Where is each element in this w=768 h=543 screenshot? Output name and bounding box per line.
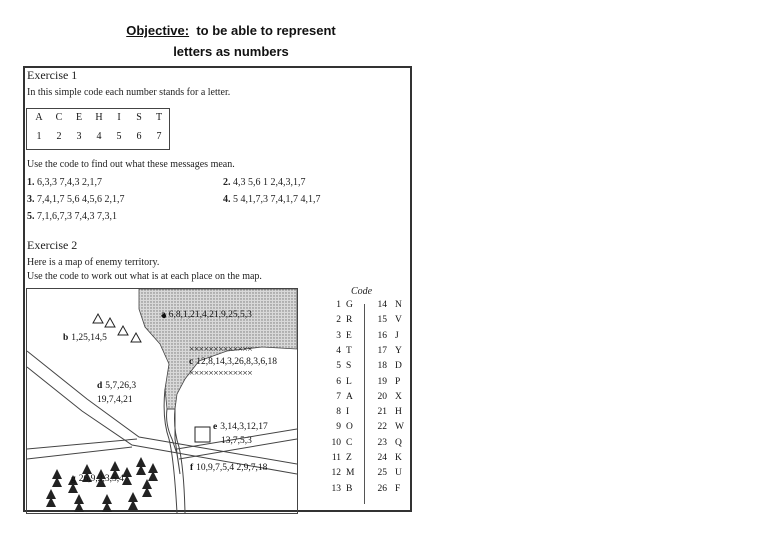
code-letter: E — [346, 330, 352, 341]
exercise2-intro-line2: Use the code to work out what is at each place on the map. — [27, 271, 262, 282]
code-number: 4 — [336, 345, 341, 356]
code-number: 2 — [56, 131, 62, 142]
exercise2-intro-line1: Here is a map of enemy territory. — [27, 257, 160, 268]
code-number: 3 — [336, 330, 341, 341]
code-table-row — [325, 377, 410, 392]
exercise1-instruction: Use the code to find out what these messages mean. — [27, 159, 235, 170]
code-letter: C — [346, 437, 353, 448]
road-upper — [27, 351, 297, 464]
code-letter: U — [395, 468, 402, 479]
code-number: 8 — [336, 407, 341, 418]
map-crosses-bottom: ××××××××××××× — [189, 369, 253, 379]
forest-icons — [46, 457, 158, 512]
code-table-row — [325, 300, 410, 315]
exercise2-title: Exercise 2 — [27, 238, 78, 252]
map-code: 12,8,14,3,26,8,3,6,18 — [196, 357, 277, 367]
code-table-row — [325, 453, 410, 468]
code-number: 7 — [336, 391, 341, 402]
code-table-row — [325, 468, 410, 483]
message-text: 6,3,3 7,4,3 2,1,7 — [37, 177, 102, 188]
code-letter: H — [95, 112, 103, 123]
code-letter: P — [395, 376, 401, 387]
code-letter: L — [346, 376, 352, 387]
map-label-f — [190, 463, 267, 473]
code-number: 12 — [331, 468, 341, 479]
code-table-title: Code — [351, 286, 373, 297]
code-letter: R — [346, 315, 353, 326]
code-letter: N — [395, 300, 402, 310]
code-number: 21 — [377, 407, 387, 418]
code-number: 16 — [377, 330, 387, 341]
code-table-row — [325, 346, 410, 361]
code-letter: H — [395, 407, 402, 418]
code-number: 2 — [336, 315, 341, 326]
code-table-row — [325, 315, 410, 330]
map-code: 10,9,7,5,4 2,9,7,18 — [196, 463, 268, 473]
code-letter: D — [395, 361, 402, 372]
code-number: 9 — [336, 422, 341, 433]
map-drawing — [27, 289, 297, 513]
code-number: 7 — [156, 131, 162, 142]
code-number: 15 — [377, 315, 387, 326]
code-table-row — [325, 422, 410, 437]
map-key: d — [97, 381, 103, 391]
message-number: 2. — [223, 177, 231, 188]
code-letter: M — [346, 468, 355, 479]
code-table-row — [325, 438, 410, 453]
message-5 — [27, 211, 117, 222]
code-letter: B — [346, 483, 353, 494]
code-letter: Y — [395, 345, 402, 356]
map-key: b — [63, 333, 69, 343]
message-2 — [223, 177, 306, 188]
code-letter: S — [346, 361, 352, 372]
map-key: g — [71, 474, 76, 484]
message-text: 7,1,6,7,3 7,4,3 7,3,1 — [37, 211, 117, 222]
map-code: 1,25,14,5 — [71, 333, 107, 343]
message-text: 4,3 5,6 1 2,4,3,1,7 — [233, 177, 306, 188]
map-label-g — [71, 474, 124, 484]
code-table-row — [325, 407, 410, 422]
map-label-e — [213, 422, 268, 432]
code-number: 23 — [377, 437, 387, 448]
code-letter: C — [55, 112, 63, 123]
code-number: 5 — [336, 361, 341, 372]
code-letter: J — [395, 330, 399, 341]
message-text: 7,4,1,7 5,6 4,5,6 2,1,7 — [37, 194, 125, 205]
code-letter: W — [395, 422, 404, 433]
message-number: 1. — [27, 177, 35, 188]
code-number: 19 — [377, 376, 387, 387]
code-letter: X — [395, 391, 402, 402]
code-letter: Z — [346, 453, 352, 463]
enemy-territory-map — [26, 288, 298, 514]
map-label-c — [189, 357, 277, 367]
objective-line1: to be able to represent — [196, 23, 336, 38]
code-letter: V — [395, 315, 402, 326]
code-number: 22 — [377, 422, 387, 433]
map-label-d — [97, 381, 136, 391]
map-crosses-top: ××××××××××××× — [189, 345, 253, 355]
code-letter: G — [346, 300, 353, 310]
map-code: 26,9,2,3,5,4 — [78, 474, 124, 484]
message-1 — [27, 177, 102, 188]
code-letter: T — [155, 112, 163, 123]
code-number: 26 — [377, 483, 387, 494]
code-number: 11 — [331, 453, 341, 463]
message-number: 5. — [27, 211, 35, 222]
message-number: 3. — [27, 194, 35, 205]
code-number: 1 — [336, 300, 341, 310]
map-label-e-line2: 13,7,5,3 — [221, 436, 252, 446]
code-number: 4 — [96, 131, 102, 142]
code-letter: I — [346, 407, 350, 418]
code-table-row — [325, 484, 410, 499]
code-table-row — [325, 392, 410, 407]
map-label-a — [161, 310, 252, 320]
code-letter: A — [346, 391, 353, 402]
code-table-row — [325, 331, 410, 346]
code-number: 13 — [331, 483, 341, 494]
code-number: 3 — [76, 131, 82, 142]
code-table-row — [325, 361, 410, 376]
letter-code-box — [26, 108, 170, 150]
code-letter: Q — [395, 437, 402, 448]
code-letter: S — [136, 112, 142, 123]
objective-heading — [100, 20, 362, 62]
message-3 — [27, 194, 125, 205]
building-icon — [195, 427, 210, 442]
map-key: e — [213, 422, 218, 432]
code-letter: F — [395, 483, 401, 494]
code-number: 17 — [377, 345, 387, 356]
objective-label: Objective: — [126, 23, 190, 38]
code-number: 20 — [377, 391, 387, 402]
code-number: 5 — [116, 131, 122, 142]
message-4 — [223, 194, 321, 205]
code-number: 6 — [336, 376, 341, 387]
objective-line2: letters as numbers — [173, 44, 289, 59]
code-letter: A — [35, 112, 43, 123]
code-number: 10 — [331, 437, 341, 448]
map-key: c — [189, 357, 194, 367]
code-letter: E — [75, 112, 83, 123]
message-text: 5 4,1,7,3 7,4,1,7 4,1,7 — [233, 194, 321, 205]
map-code: 6,8,1,21,4,21,9,25,5,3 — [168, 310, 252, 320]
code-number: 1 — [36, 131, 42, 142]
road-lower-left — [27, 439, 137, 459]
map-code: 3,14,3,12,17 — [220, 422, 268, 432]
map-key: a — [161, 310, 166, 320]
map-label-d-line2: 19,7,4,21 — [97, 395, 133, 405]
code-letter: O — [346, 422, 353, 433]
code-number: 25 — [377, 468, 387, 479]
code-letter: K — [395, 453, 402, 463]
map-key: f — [190, 463, 194, 473]
code-number: 14 — [377, 300, 387, 310]
code-number: 18 — [377, 361, 387, 372]
exercise1-intro: In this simple code each number stands for a letter. — [27, 87, 231, 98]
worksheet-image — [23, 66, 412, 512]
code-number: 24 — [377, 453, 387, 463]
map-code: 5,7,26,3 — [105, 381, 137, 391]
code-letter: T — [346, 345, 352, 356]
exercise1-title: Exercise 1 — [27, 68, 78, 82]
code-letter: I — [117, 112, 121, 123]
map-label-b — [63, 333, 107, 343]
code-number: 6 — [136, 131, 142, 142]
message-number: 4. — [223, 194, 231, 205]
